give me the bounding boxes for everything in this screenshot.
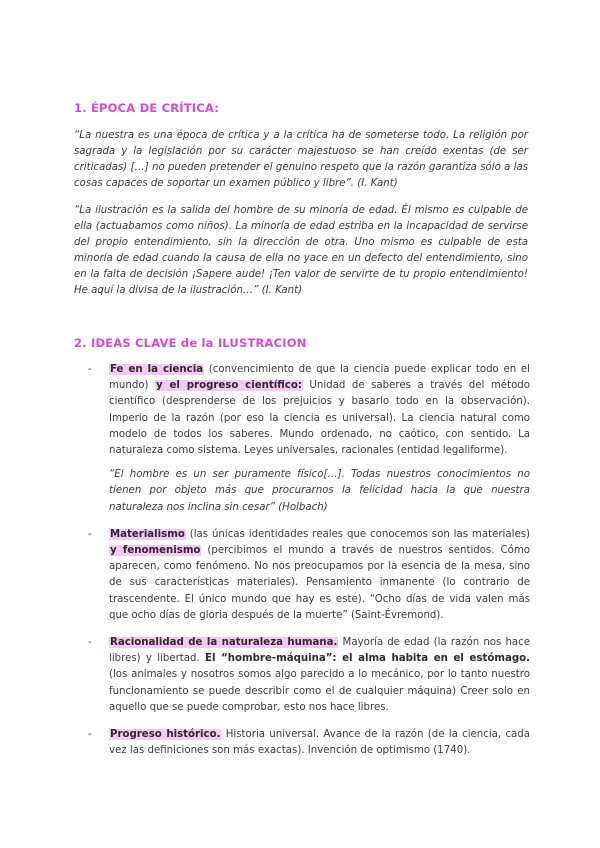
list-dash: - [88,364,92,375]
text-run: Historia universal. Avance de la razón (de la ciencia, cada vez las definiciones son más exactas). Invención de optimismo (1740). [109,729,530,757]
text-run: (percibimos el mundo a través de nuestros sentidos. Cómo aparecen, como fenómeno. No nos preocupamos por la esencia de la mesa, sino de sus características materiales). Pensamiento inmanente (lo contrario de trascendente. El único mundo que hay es este). “Ocho días de vida valen más que ocho días de gloria después de la muerte” (Saint-Évremond). [109,545,530,621]
list-item-progreso [88,727,530,759]
text-run: (convencimiento de que la ciencia puede explicar todo en el mundo) [109,364,530,392]
list-item-text [109,527,530,624]
list-item-text [109,727,530,759]
highlight-fenomenismo: y fenomenismo [110,545,201,557]
list-dash: - [88,637,92,649]
highlight-racionalidad: Racionalidad de la naturaleza humana. [110,637,338,649]
list-item-ciencia [88,362,530,516]
list-item-racionalidad [88,635,530,716]
text-run: (las únicas identidades reales que conocemos son las materiales) [185,528,530,540]
ideas-clave-list [88,362,530,770]
highlight-progreso-historico: Progreso histórico. [110,729,221,741]
highlight-fe-ciencia: Fe en la ciencia [110,364,204,375]
highlight-progreso-cientifico: y el progreso científico: [156,380,302,392]
bold-hombre-maquina: El “hombre-máquina”: el alma habita en el estómago. [205,653,530,665]
text-run: (los animales y nosotros somos algo parecido a lo mecánico, por lo tanto nuestro funcionamiento se puede describir como el de cualquier máquina) Creer solo en aquello que se puede comprobar, esto nos hace libres. [109,669,530,713]
text-run: Mayoría de edad (la razón nos hace libres) y libertad. [109,637,531,665]
kant-ilustracion-quote: “La ilustración es la salida del hombre de su minoría de edad. Él mismo es culpable de ella (actuabamos como niños). La minoría de edad estriba en la incapacidad de servirse del propio entendimiento, sin la dirección de otra. Uno mismo es culpable de esta minoría de edad cuando la causa de ella no yace en un defecto del entendimiento, sino en la falta de decisión ¡Sapere aude! ¡Ten valor de servirte de tu propio entendimiento! He aquí la divisa de la ilustración…” (I. Kant) [74,205,528,296]
section-1-heading: 1. ÉPOCA DE CRÍTICA: [74,101,220,115]
holbach-quote: “El hombre es un ser puramente físico[…]. Todas nuestros conocimientos no tienen por objeto más que procurarnos la felicidad hacia la que nuestra naturaleza nos inclina sin cesar” (Holbach) [109,469,530,513]
kant-critica-quote: “La nuestra es una época de crítica y a la crítica ha de someterse todo. La religión por sagrada y la legislación por su carácter majestuoso se han creído exentas (de ser criticadas) […] no pueden pretender el genuino respeto que la razón garantiza sólo a las cosas capaces de soportar un examen público y libre”. (I. Kant) [74,130,528,189]
highlight-materialismo: Materialismo [110,528,185,540]
list-dash: - [88,729,92,741]
list-dash: - [88,528,92,540]
list-item-materialismo [88,527,530,624]
list-item-text [109,362,530,459]
text-run: Unidad de saberes a través del método científico (desprenderse de los prejuicios y basarlo todo en la observación). Imperio de la razón (por eso la ciencia es universal). La ciencia natural como modelo de todos los saberes. Mundo ordenado, no caótico, con sentido. La naturaleza como sistema. Leyes universales, racionales (entidad legaliforme). [109,380,530,457]
list-item-text [109,635,530,716]
section-2-heading: 2. IDEAS CLAVE de la ILUSTRACION [74,336,307,350]
